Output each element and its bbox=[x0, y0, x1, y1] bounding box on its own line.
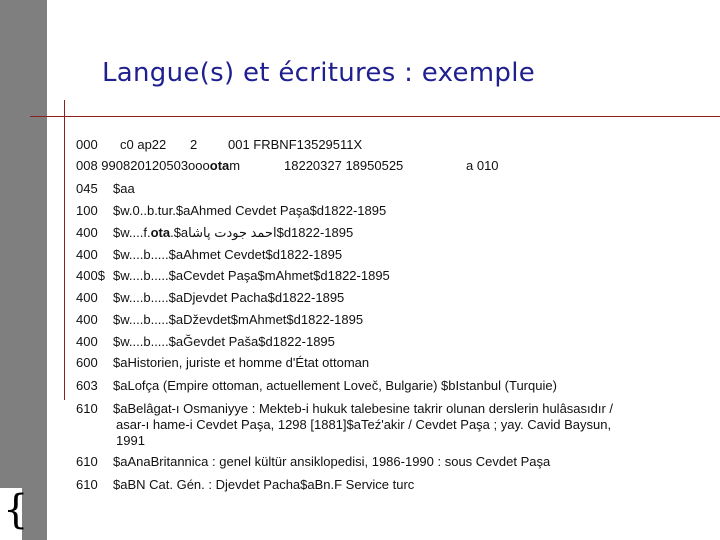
record-value: $aLofça (Empire ottoman, actuellement Loveč, Bulgarie) $bIstanbul (Turquie) bbox=[113, 378, 557, 393]
record-400 bbox=[0, 334, 720, 350]
record-400-mid: .$a bbox=[170, 225, 189, 240]
horizontal-rule bbox=[30, 116, 720, 117]
record-tag: 400 bbox=[76, 290, 98, 305]
record-008-dates: 18220327 18950525 bbox=[284, 158, 404, 173]
record-008-prefix: 008 990820120503ooo bbox=[76, 158, 210, 173]
record-tag: 610 bbox=[76, 477, 98, 492]
record-400-prefix: $w....f. bbox=[113, 225, 151, 240]
record-value: $w....b.....$aĞevdet Paša$d1822-1895 bbox=[113, 334, 335, 349]
arabic-script-name: احمد جودت پاشا bbox=[188, 225, 277, 240]
record-value: $w....b.....$aAhmet Cevdet$d1822-1895 bbox=[113, 247, 343, 262]
record-000 bbox=[0, 137, 720, 153]
record-field-c: 001 FRBNF13529511X bbox=[228, 137, 363, 152]
record-400 bbox=[0, 268, 720, 284]
record-400-ota bbox=[0, 225, 720, 241]
record-tag: 603 bbox=[76, 378, 98, 393]
record-tag: 045 bbox=[76, 181, 98, 196]
record-610 bbox=[0, 401, 720, 451]
record-008 bbox=[0, 158, 720, 174]
record-tag: 600 bbox=[76, 355, 98, 370]
record-008-suffix: m bbox=[229, 158, 241, 173]
record-008-end: a 010 bbox=[466, 158, 499, 173]
record-value-line-2: asar-ı hame-i Cevdet Paşa, 1298 [1881]$aTeź'akir / Cevdet Paşa ; yay. Cavid Baysun, bbox=[116, 417, 612, 432]
record-603 bbox=[0, 378, 720, 394]
record-field-a: c0 ap22 bbox=[120, 137, 167, 152]
record-tag: 400 bbox=[76, 247, 98, 262]
record-value-line-3: 1991 bbox=[116, 433, 145, 448]
record-tag: 100 bbox=[76, 203, 98, 218]
record-value: $aAnaBritannica : genel kültür ansiklopedisi, 1986-1990 : sous Cevdet Paşa bbox=[113, 454, 551, 469]
record-008-text bbox=[76, 158, 240, 174]
brace-glyph: { bbox=[3, 487, 29, 533]
record-400 bbox=[0, 247, 720, 263]
language-code: ota bbox=[209, 158, 230, 173]
record-value: $aa bbox=[113, 181, 135, 196]
record-value: $aHistorien, juriste et homme d'État ottoman bbox=[113, 355, 370, 370]
record-610 bbox=[0, 454, 720, 470]
record-610 bbox=[0, 477, 720, 493]
record-value: $aBN Cat. Gén. : Djevdet Pacha$aBn.F Service turc bbox=[113, 477, 415, 492]
record-400 bbox=[0, 290, 720, 306]
record-tag: 000 bbox=[76, 137, 98, 152]
record-400-suffix: $d1822-1895 bbox=[276, 225, 354, 240]
record-value: $w....b.....$aCevdet Paşa$mAhmet$d1822-1895 bbox=[113, 268, 390, 283]
record-tag: 400 bbox=[76, 225, 98, 240]
record-value: $w.0..b.tur.$aAhmed Cevdet Paşa$d1822-1895 bbox=[113, 203, 387, 218]
record-045 bbox=[0, 181, 720, 197]
record-tag: 400$ bbox=[76, 268, 105, 283]
record-tag: 610 bbox=[76, 454, 98, 469]
record-tag: 400 bbox=[76, 312, 98, 327]
record-600 bbox=[0, 355, 720, 371]
record-value: $w....b.....$aDževdet$mAhmet$d1822-1895 bbox=[113, 312, 364, 327]
record-field-b: 2 bbox=[190, 137, 198, 152]
record-value-line-1: $aBelâgat-ı Osmaniyye : Mekteb-i hukuk talebesine takrir olunan derslerin hulâsasıdır / bbox=[113, 401, 614, 416]
brace-logo bbox=[0, 487, 29, 540]
record-100 bbox=[0, 203, 720, 219]
language-code: ota bbox=[150, 225, 171, 240]
record-value bbox=[113, 225, 353, 241]
record-tag: 400 bbox=[76, 334, 98, 349]
record-400 bbox=[0, 312, 720, 328]
record-value: $w....b.....$aDjevdet Pacha$d1822-1895 bbox=[113, 290, 345, 305]
slide-title: Langue(s) et écritures : exemple bbox=[102, 58, 536, 88]
record-tag: 610 bbox=[76, 401, 98, 416]
